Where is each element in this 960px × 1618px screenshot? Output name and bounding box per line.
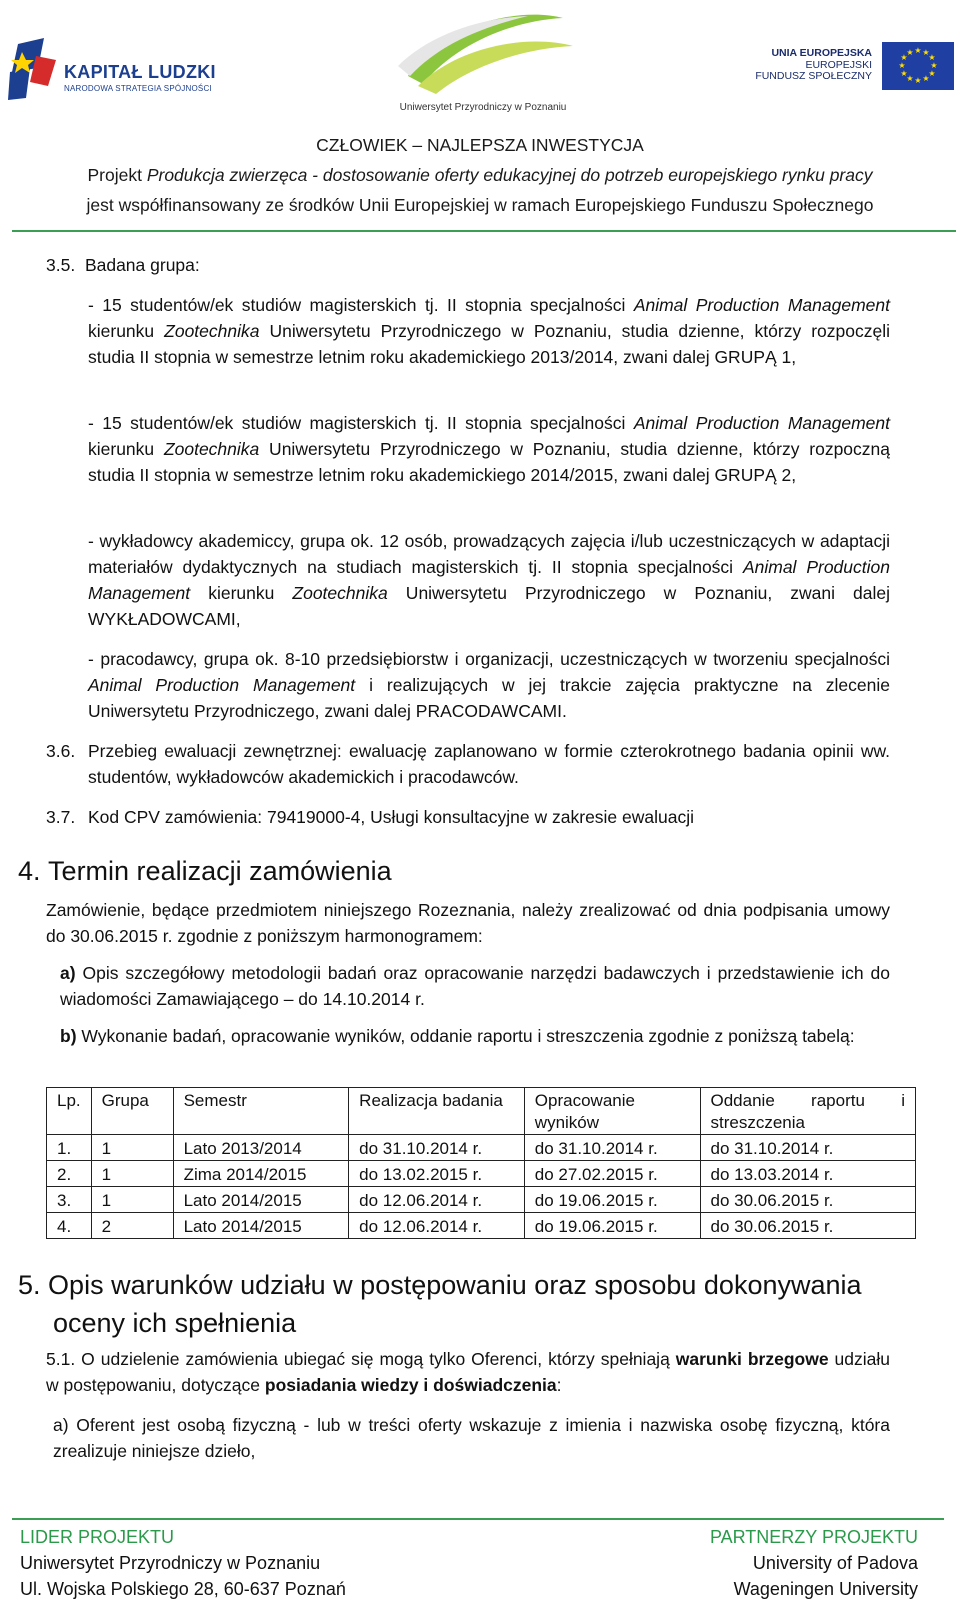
table-cell: 1 [91, 1161, 173, 1187]
table-cell: do 31.10.2014 r. [524, 1135, 700, 1161]
text-run-italic: Animal Production Management [633, 295, 890, 315]
footer-leader-address: Ul. Wojska Polskiego 28, 60-637 Poznań [20, 1579, 346, 1599]
eu-logo-line3: FUNDUSZ SPOŁECZNY [755, 70, 872, 82]
text-run-bold: posiadania wiedzy i doświadczenia [264, 1375, 557, 1395]
footer-partner-2: Wageningen University [733, 1579, 918, 1599]
text-run: kierunku [88, 439, 164, 459]
section-title: Badana grupa: [84, 255, 200, 275]
table-row [47, 1161, 916, 1187]
section-number: 5. [18, 1270, 41, 1300]
section-number: 4. [18, 856, 41, 886]
text-run-italic: Animal Production Management [88, 675, 356, 695]
table-cell: do 31.10.2014 r. [700, 1135, 916, 1161]
text-run: Uniwersytetu Przyrodniczego w Poznaniu, zwani dalej WYKŁADOWCAMI, [88, 583, 890, 629]
text-run: kierunku [190, 583, 293, 603]
text-run-italic: Animal Production Management [88, 557, 890, 603]
text-run: - 15 studentów/ek studiów magisterskich tj. II stopnia specjalności [88, 295, 634, 315]
section-3-6-number: 3.6. [46, 741, 76, 761]
section-5-heading [18, 1266, 908, 1342]
kl-logo-title: KAPITAŁ LUDZKI [64, 62, 216, 82]
section-5-heading-line1 [18, 1266, 908, 1304]
university-logo [378, 6, 588, 118]
eu-logo-line2: EUROPEJSKI [805, 58, 872, 71]
section-5-item-a: a) Oferent jest osobą fizyczną - lub w treści oferty wskazuje z imienia i nazwiska osobę fizyczną, która zrealizuje niniejsze dzieło, [53, 1415, 890, 1461]
item-text: Opis szczegółowy metodologii badań oraz opracowanie narzędzi badawczych i przedstawienie ich do wiadomości Zamawiającego – do 14.10.2014 r. [60, 963, 890, 1009]
table-cell: 2. [47, 1161, 92, 1187]
table-cell: do 12.06.2014 r. [349, 1213, 525, 1239]
header-line-1: CZŁOWIEK – NAJLEPSZA INWESTYCJA [316, 135, 644, 155]
table-header-cell: Semestr [173, 1088, 349, 1135]
text-run-bold: warunki brzegowe [675, 1349, 829, 1369]
table-cell: Zima 2014/2015 [173, 1161, 349, 1187]
section-5-1-text [46, 1346, 890, 1398]
footer-leader-label: LIDER PROJEKTU [20, 1527, 175, 1547]
table-cell: do 12.06.2014 r. [349, 1187, 525, 1213]
header-divider [12, 230, 956, 232]
text-run-italic: Animal Production Management [633, 413, 890, 433]
section-title: Termin realizacji zamówienia [48, 856, 392, 886]
svg-text:★: ★ [898, 61, 906, 70]
table-cell: do 13.03.2014 r. [700, 1161, 916, 1187]
text-run: kierunku [88, 321, 165, 341]
svg-text:★: ★ [900, 53, 908, 62]
section-title: Opis warunków udziału w postępowaniu oraz sposobu dokonywania [48, 1270, 862, 1300]
text-run: 5.1. O udzielenie zamówienia ubiegać się mogą tylko Oferenci, którzy spełniają [46, 1349, 676, 1369]
group-item-3 [88, 528, 890, 632]
svg-text:★: ★ [906, 48, 914, 57]
svg-text:★: ★ [928, 53, 936, 62]
kapital-ludzki-emblem-icon [8, 38, 60, 102]
item-text: Wykonanie badań, opracowanie wyników, oddanie raportu i streszczenia zgodnie z poniższą tabelą: [76, 1026, 855, 1046]
table-header-cell: Realizacja badania [349, 1088, 525, 1135]
table-header-cell: Lp. [47, 1088, 92, 1135]
svg-text:★: ★ [928, 69, 936, 78]
eu-logo [755, 40, 954, 100]
group-item-4 [88, 646, 890, 724]
section-3-7-text: Kod CPV zamówienia: 79419000-4, Usługi konsultacyjne w zakresie ewaluacji [88, 807, 695, 827]
leaf-swoosh-icon [378, 6, 588, 100]
svg-text:★: ★ [914, 46, 922, 55]
footer-divider [12, 1518, 944, 1520]
table-cell: do 19.06.2015 r. [524, 1213, 700, 1239]
table-header-cell: Opracowanie wyników [524, 1088, 700, 1135]
table-cell: do 19.06.2015 r. [524, 1187, 700, 1213]
kapital-ludzki-logo [8, 38, 238, 108]
section-number: 3.5. [46, 255, 76, 275]
item-label: a) [60, 963, 76, 983]
header-text [0, 130, 960, 220]
table-cell: 3. [47, 1187, 92, 1213]
table-cell: 1 [91, 1187, 173, 1213]
header-line-2 [0, 160, 960, 190]
group-item-1 [88, 292, 890, 370]
group-item-2 [88, 410, 890, 488]
schedule-table [46, 1087, 916, 1239]
item-label: b) [60, 1026, 77, 1046]
table-row [47, 1187, 916, 1213]
section-4-item-a [60, 960, 890, 1012]
text-run: - 15 studentów/ek studiów magisterskich tj. II stopnia specjalności [88, 413, 634, 433]
svg-text:★: ★ [914, 76, 922, 85]
table-cell: Lato 2013/2014 [173, 1135, 349, 1161]
table-cell: 1 [91, 1135, 173, 1161]
text-run: udziału w postępowaniu, dotyczące [46, 1349, 890, 1395]
table-cell: 4. [47, 1213, 92, 1239]
table-cell: do 30.06.2015 r. [700, 1187, 916, 1213]
footer-right [600, 1524, 918, 1602]
table-cell: Lato 2014/2015 [173, 1213, 349, 1239]
kl-logo-subtitle: NARODOWA STRATEGIA SPÓJNOŚCI [64, 84, 212, 93]
svg-text:★: ★ [906, 74, 914, 83]
eu-flag-icon [882, 42, 954, 90]
text-run: Uniwersytetu Przyrodniczego w Poznaniu, studia dzienne, którzy rozpoczną studia II stopnia w semestrze letnim roku akademickiego 2014/2015, zwani dalej GRUPĄ 2, [88, 439, 891, 485]
table-cell: 2 [91, 1213, 173, 1239]
text-run-italic: Zootechnika [164, 321, 260, 341]
table-header-row [47, 1088, 916, 1135]
table-cell: do 31.10.2014 r. [349, 1135, 525, 1161]
footer-leader-name: Uniwersytet Przyrodniczy w Poznaniu [20, 1553, 321, 1573]
svg-text:★: ★ [930, 61, 938, 70]
table-cell: Lato 2014/2015 [173, 1187, 349, 1213]
footer-left [20, 1524, 346, 1602]
section-5-heading-line2: oceny ich spełnienia [53, 1308, 297, 1338]
footer-partners-label: PARTNERZY PROJEKTU [709, 1527, 918, 1547]
header-line-2-prefix: Projekt [87, 165, 147, 185]
eu-logo-line1: UNIA EUROPEJSKA [771, 47, 872, 59]
footer-partner-1: University of Padova [752, 1553, 918, 1573]
section-3-6-text: Przebieg ewaluacji zewnętrznej: ewaluację zaplanowano w formie czterokrotnego badania opinii ww. studentów, wykładowców akademickich i pracodawców. [88, 741, 890, 787]
text-run-italic: Zootechnika [292, 583, 388, 603]
eu-logo-text [755, 48, 872, 83]
svg-text:★: ★ [900, 69, 908, 78]
table-row [47, 1135, 916, 1161]
table-header-cell: Oddanie raportu i streszczenia [700, 1088, 916, 1135]
table-cell: do 30.06.2015 r. [700, 1213, 916, 1239]
section-4-intro: Zamówienie, będące przedmiotem niniejszego Rozeznania, należy zrealizować od dnia podpisania umowy do 30.06.2015 r. zgodnie z poniższym harmonogramem: [46, 900, 890, 946]
header-line-3: jest współfinansowany ze środków Unii Europejskiej w ramach Europejskiego Funduszu Społecznego [86, 195, 874, 215]
svg-text:★: ★ [922, 74, 930, 83]
section-4-heading [18, 856, 392, 887]
section-4-item-b [60, 1023, 890, 1049]
table-cell: 1. [47, 1135, 92, 1161]
table-header-cell: Grupa [91, 1088, 173, 1135]
section-3-5-heading [46, 252, 200, 278]
text-run-italic: Zootechnika [163, 439, 260, 459]
table-row [47, 1213, 916, 1239]
text-run: - wykładowcy akademiccy, grupa ok. 12 osób, prowadzących zajęcia i/lub uczestniczących w adaptacji materiałów dydaktycznych na studiach magisterskich tj. II stopnia specjalności [88, 531, 890, 577]
text-run: - pracodawcy, grupa ok. 8-10 przedsiębiorstw i organizacji, uczestniczących w tworzeniu specjalności [88, 649, 890, 669]
university-logo-name: Uniwersytet Przyrodniczy w Poznaniu [399, 102, 567, 113]
table-cell: do 27.02.2015 r. [524, 1161, 700, 1187]
svg-text:★: ★ [922, 48, 930, 57]
table-cell: do 13.02.2015 r. [349, 1161, 525, 1187]
text-run: Uniwersytetu Przyrodniczego w Poznaniu, studia dzienne, którzy rozpoczęli studia II stopnia w semestrze letnim roku akademickiego 2013/2014, zwani dalej GRUPĄ 1, [88, 321, 890, 367]
header-line-2-italic: Produkcja zwierzęca - dostosowanie oferty edukacyjnej do potrzeb europejskiego rynku pracy [146, 165, 873, 185]
text-run: : [556, 1375, 562, 1395]
section-3-7-number: 3.7. [46, 807, 76, 827]
text-run: i realizujących w jej trakcie zajęcia praktyczne na zlecenie Uniwersytetu Przyrodniczego, zwani dalej PRACODAWCAMI. [88, 675, 890, 721]
